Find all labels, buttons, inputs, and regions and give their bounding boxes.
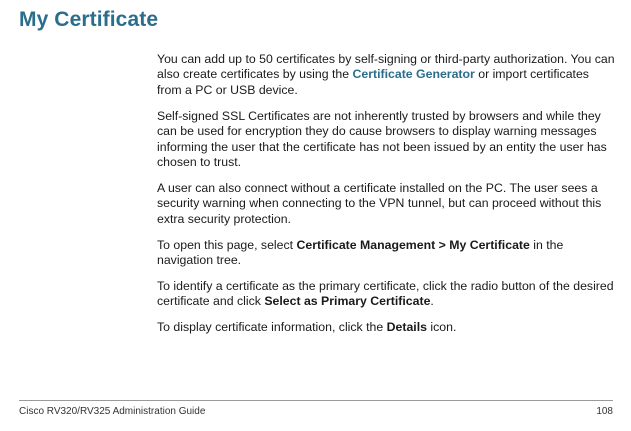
page-title: My Certificate bbox=[19, 8, 159, 31]
body-content bbox=[157, 52, 615, 346]
paragraph-intro bbox=[157, 52, 615, 98]
open-page-text-end: in the navigation tree. bbox=[157, 237, 564, 267]
primary-text-end: . bbox=[430, 294, 434, 309]
paragraph-open-page bbox=[157, 238, 615, 269]
details-text-start: To display certificate information, click the bbox=[157, 320, 387, 335]
paragraph-primary-certificate bbox=[157, 279, 615, 310]
paragraph-self-signed: Self-signed SSL Certificates are not inherently trusted by browsers and while they can be used for encryption they do cause browsers to display warning messages informing the user that the certificate has not been issued by an entity the user has chosen to trust. bbox=[157, 108, 607, 169]
intro-text-end: or import certificates from a PC or USB device. bbox=[157, 67, 589, 97]
paragraph-no-certificate: A user can also connect without a certificate installed on the PC. The user sees a security warning when connecting to the VPN tunnel, but can proceed without this extra security protection. bbox=[157, 180, 602, 226]
open-page-text-start: To open this page, select bbox=[157, 237, 297, 252]
details-label: Details bbox=[386, 320, 427, 335]
paragraph-details bbox=[157, 320, 615, 335]
details-text-end: icon. bbox=[426, 320, 457, 335]
primary-text-start: To identify a certificate as the primary certificate, click the radio button of the desired certificate and click bbox=[157, 278, 614, 309]
menu-path: Certificate Management > My Certificate bbox=[296, 237, 530, 252]
select-primary-label: Select as Primary Certificate bbox=[264, 294, 431, 309]
footer-page-number: 108 bbox=[596, 406, 613, 417]
footer-guide-title: Cisco RV320/RV325 Administration Guide bbox=[19, 406, 206, 417]
footer-divider bbox=[19, 400, 613, 401]
certificate-generator-link[interactable]: Certificate Generator bbox=[352, 67, 475, 82]
intro-text-start: You can add up to 50 certificates by self-signing or third-party authorization. You can also create certificates by using the bbox=[157, 52, 615, 82]
